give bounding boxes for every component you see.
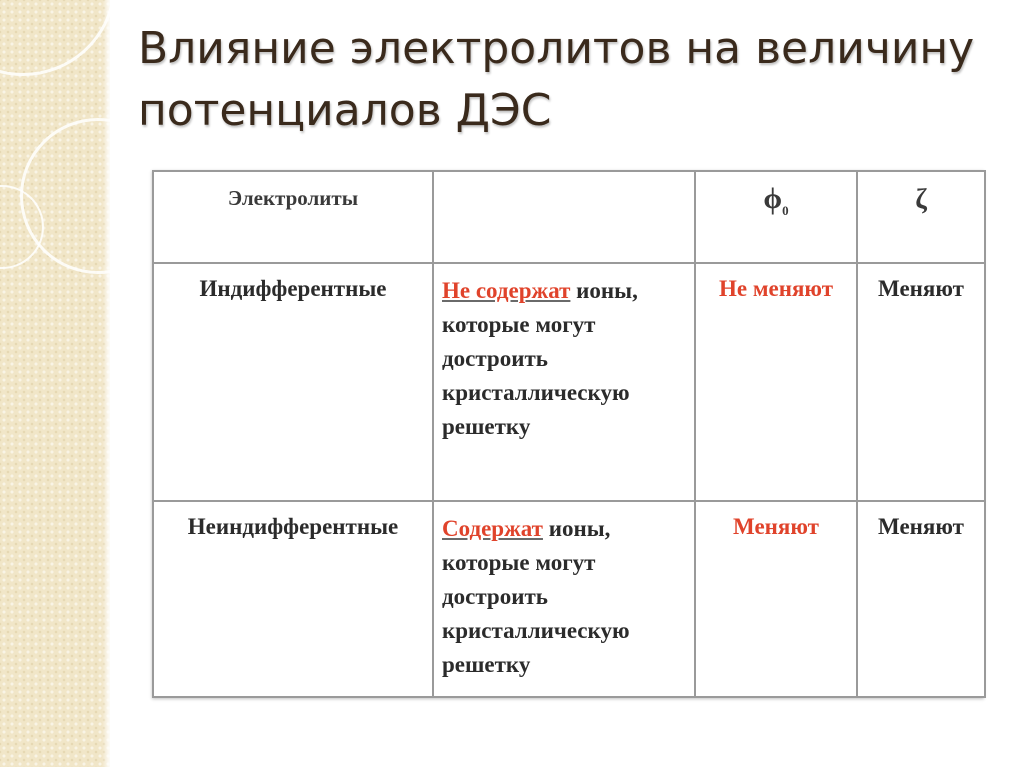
header-phi0 [695, 171, 857, 263]
phi0-symbol [763, 182, 788, 219]
decorative-side-band [0, 0, 110, 767]
table-row [153, 263, 985, 501]
zeta-effect-label: Меняют [878, 276, 964, 301]
cell-electrolyte-type [153, 263, 433, 501]
header-electrolytes [153, 171, 433, 263]
cell-zeta-effect [857, 263, 985, 501]
slide-title: Влияние электролитов на величину потенциалов ДЭС [138, 23, 975, 136]
cell-phi0-effect [695, 501, 857, 697]
cell-description [433, 501, 695, 697]
cell-zeta-effect [857, 501, 985, 697]
description-accent: Содержат [442, 516, 543, 541]
description-text: ионы, которые могут достроить кристаллическую решетку [442, 278, 638, 439]
phi0-effect-label: Меняют [733, 514, 819, 539]
header-electrolytes-label: Электролиты [227, 186, 359, 210]
description-accent: Не содержат [442, 278, 571, 303]
table-row [153, 501, 985, 697]
cell-phi0-effect [695, 263, 857, 501]
header-zeta [857, 171, 985, 263]
phi-letter: ϕ [763, 182, 783, 215]
zeta-effect-label: Меняют [878, 514, 964, 539]
electrolyte-type-label: Индифферентные [199, 276, 387, 301]
decorative-ring [0, 0, 110, 76]
description-text: ионы, которые могут достроить кристаллическую решетку [442, 516, 630, 677]
phi-subscript: 0 [782, 203, 789, 218]
table-container [152, 170, 984, 698]
electrolytes-table [152, 170, 986, 698]
phi0-effect-label: Не меняют [719, 276, 833, 301]
table-header-row [153, 171, 985, 263]
header-description [433, 171, 695, 263]
cell-description [433, 263, 695, 501]
cell-electrolyte-type [153, 501, 433, 697]
band-edge-shade [102, 0, 110, 767]
electrolyte-type-label: Неиндифферентные [187, 514, 399, 539]
zeta-symbol: ζ [915, 184, 927, 215]
